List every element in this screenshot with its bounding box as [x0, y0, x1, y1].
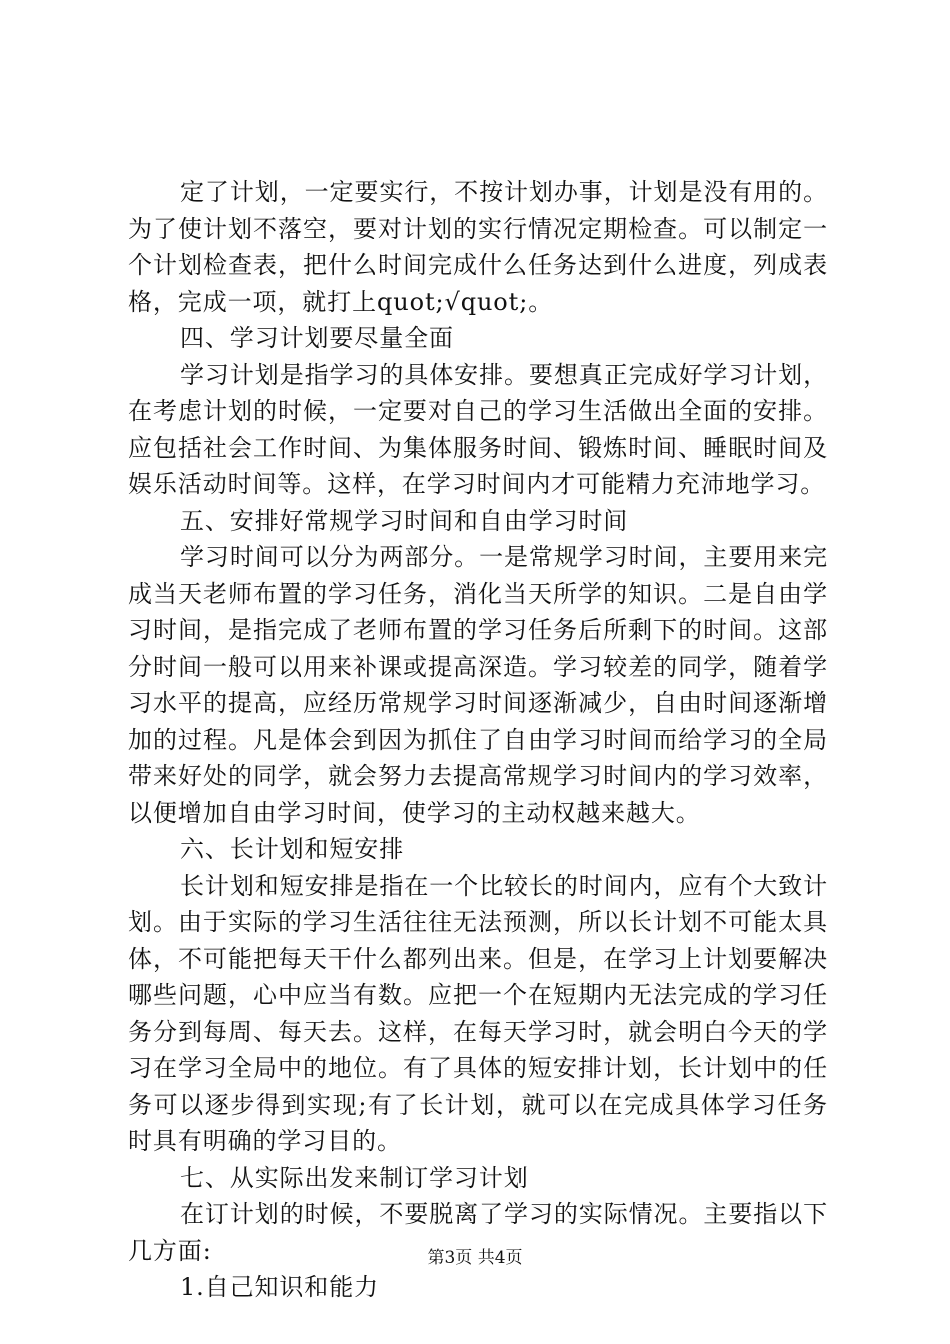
paragraph-practical: 在订计划的时候，不要脱离了学习的实际情况。主要指以下几方面: [128, 1200, 828, 1265]
document-body [128, 174, 828, 1306]
paragraph-plan-check: 定了计划，一定要实行，不按计划办事，计划是没有用的。为了使计划不落空，要对计划的实行情况定期检查。可以制定一个计划检查表，把什么时间完成什么任务达到什么进度，列成表格，完成一项，就打上quot;√quot;。 [128, 178, 828, 316]
paragraph-long-short-plan: 长计划和短安排是指在一个比较长的时间内，应有个大致计划。由于实际的学习生活往往无法预测，所以长计划不可能太具体，不可能把每天干什么都列出来。但是，在学习上计划要解决哪些问题，心中应当有数。应把一个在短期内无法完成的学习任务分到每周、每天去。这样，在每天学习时，就会明白今天的学习在学习全局中的地位。有了具体的短安排计划，长计划中的任务可以逐步得到实现;有了长计划，就可以在完成具体学习任务时具有明确的学习目的。 [128, 871, 828, 1155]
paragraph-comprehensive-plan: 学习计划是指学习的具体安排。要想真正完成好学习计划，在考虑计划的时候，一定要对自己的学习生活做出全面的安排。应包括社会工作时间、为集体服务时间、锻炼时间、睡眠时间及娱乐活动时间等。这样，在学习时间内才可能精力充沛地学习。 [128, 360, 828, 498]
paragraph-study-time: 学习时间可以分为两部分。一是常规学习时间，主要用来完成当天老师布置的学习任务，消化当天所学的知识。二是自由学习时间，是指完成了老师布置的学习任务后所剩下的时间。这部分时间一般可以用来补课或提高深造。学习较差的同学，随着学习水平的提高，应经历常规学习时间逐渐减少，自由时间逐渐增加的过程。凡是体会到因为抓住了自由学习时间而给学习的全局带来好处的同学，就会努力去提高常规学习时间内的学习效率，以便增加自由学习时间，使学习的主动权越来越大。 [128, 543, 828, 827]
heading-section-4: 四、学习计划要尽量全面 [180, 324, 454, 352]
page-number-footer: 第3页 共4页 [427, 1248, 523, 1268]
list-item-knowledge-ability: 1.自己知识和能力 [180, 1273, 379, 1301]
heading-section-6: 六、长计划和短安排 [180, 835, 405, 863]
heading-section-5: 五、安排好常规学习时间和自由学习时间 [180, 506, 629, 535]
heading-section-7: 七、从实际出发来制订学习计划 [180, 1163, 529, 1192]
